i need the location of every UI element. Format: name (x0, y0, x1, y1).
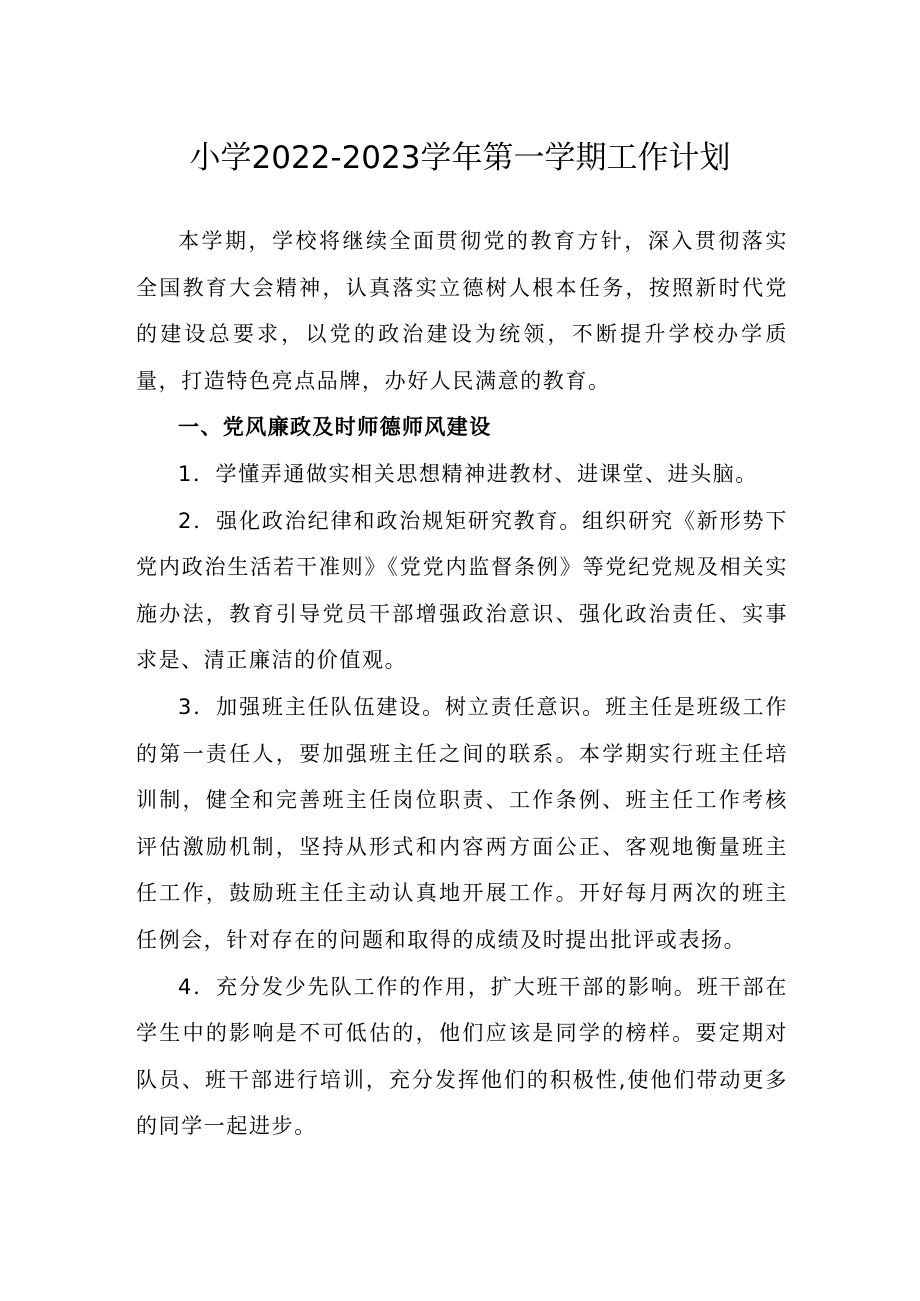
list-item-4: 4．充分发少先队工作的作用，扩大班干部的影响。班干部在学生中的影响是不可低估的，他们应该是同学的榜样。要定期对队员、班干部进行培训，充分发挥他们的积极性,使他们带动更多的同学一起进步。 (136, 974, 788, 1139)
list-item-3: 3．加强班主任队伍建设。树立责任意识。班主任是班级工作的第一责任人，要加强班主任之间的联系。本学期实行班主任培训制，健全和完善班主任岗位职责、工作条例、班主任工作考核评估激励机制，坚持从形式和内容两方面公正、客观地衡量班主任工作，鼓励班主任主动认真地开展工作。开好每月两次的班主任例会，针对存在的问题和取得的成绩及时提出批评或表扬。 (136, 694, 788, 952)
document-body (136, 218, 788, 1150)
intro-paragraph: 本学期，学校将继续全面贯彻党的教育方针，深入贯彻落实全国教育大会精神，认真落实立德树人根本任务，按照新时代党的建设总要求，以党的政治建设为统领，不断提升学校办学质量，打造特色亮点品牌，办好人民满意的教育。 (136, 229, 788, 393)
document-title: 小学2022-2023学年第一学期工作计划 (189, 140, 731, 176)
list-item-2: 2．强化政治纪律和政治规矩研究教育。组织研究《新形势下党内政治生活若干准则》《党党内监督条例》等党纪党规及相关实施办法，教育引导党员干部增强政治意识、强化政治责任、实事求是、清正廉洁的价值观。 (136, 508, 788, 673)
section-heading: 一、党风廉政及时师德师风建设 (178, 415, 492, 440)
list-item-1: 1．学懂弄通做实相关思想精神进教材、进课堂、进头脑。 (178, 461, 758, 486)
